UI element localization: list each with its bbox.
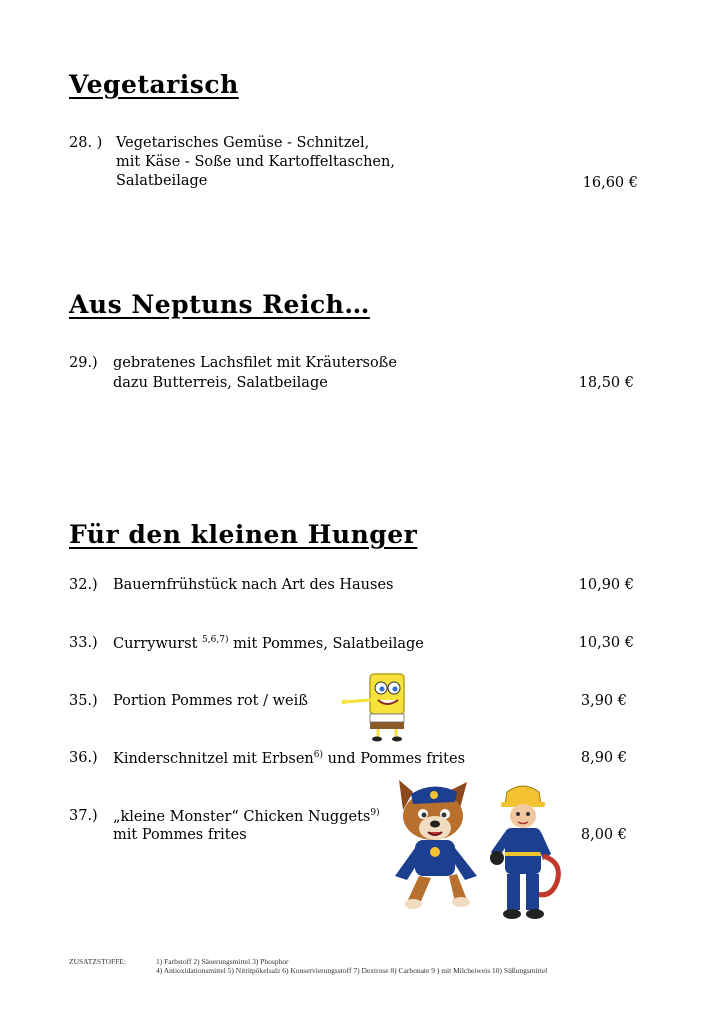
item-price: 3,90 € [580, 693, 627, 709]
item-number: 33.) [69, 635, 98, 651]
additive-marker: 9) [370, 808, 380, 818]
item-description [113, 750, 465, 767]
item-price: 10,90 € [578, 577, 634, 593]
item-number: 32.) [69, 577, 98, 593]
item-number: 35.) [69, 693, 98, 709]
police-dog-character-icon [385, 780, 485, 912]
footer-label: ZUSATZSTOFFE: [69, 957, 126, 966]
item-price: 8,00 € [580, 827, 627, 843]
item-number: 28. ) [69, 135, 103, 151]
item-price: 8,90 € [580, 750, 627, 766]
section-title-vegetarisch: Vegetarisch [69, 70, 239, 99]
item-description: Salatbeilage [116, 173, 208, 189]
item-description: gebratenes Lachsfilet mit Kräutersoße [113, 355, 397, 371]
item-description [113, 635, 424, 652]
item-number: 37.) [69, 808, 98, 824]
item-text: „kleine Monster“ Chicken Nuggets [113, 808, 371, 825]
additive-marker: 5,6,7) [202, 635, 229, 645]
firefighter-character-icon [487, 782, 563, 924]
item-text: Currywurst [113, 635, 203, 652]
section-title-kleinen-hunger: Für den kleinen Hunger [69, 520, 418, 549]
item-text: mit Pommes, Salatbeilage [228, 635, 424, 652]
item-description [113, 808, 380, 825]
footer-additives-line: 1) Farbstoff 2) Säuerungsmittel 3) Phosphor [156, 957, 289, 966]
item-text: Kinderschnitzel mit Erbsen [113, 750, 314, 767]
item-text: und Pommes frites [323, 750, 466, 767]
footer-additives-line: 4) Antioxidationsmittel 5) Nitritpökelsalz 6) Konservierungsstoff 7) Dextrose 8) Carbonate 9 ) mit Milcheiweis 10) Süßungsmittel [156, 966, 548, 975]
additive-marker: 6) [313, 750, 324, 760]
item-price: 16,60 € [582, 175, 638, 191]
sponge-character-icon [340, 672, 412, 742]
item-description: Bauernfrühstück nach Art des Hauses [113, 577, 394, 593]
item-number: 36.) [69, 750, 98, 766]
item-description: Vegetarisches Gemüse - Schnitzel, [116, 135, 370, 151]
item-description: Portion Pommes rot / weiß [113, 693, 308, 709]
item-number: 29.) [69, 355, 98, 371]
section-title-neptuns-reich: Aus Neptuns Reich… [69, 290, 370, 319]
item-description: mit Pommes frites [113, 827, 247, 843]
item-description: dazu Butterreis, Salatbeilage [113, 375, 328, 391]
item-price: 18,50 € [578, 375, 634, 391]
item-price: 10,30 € [578, 635, 634, 651]
item-description: mit Käse - Soße und Kartoffeltaschen, [116, 154, 395, 170]
